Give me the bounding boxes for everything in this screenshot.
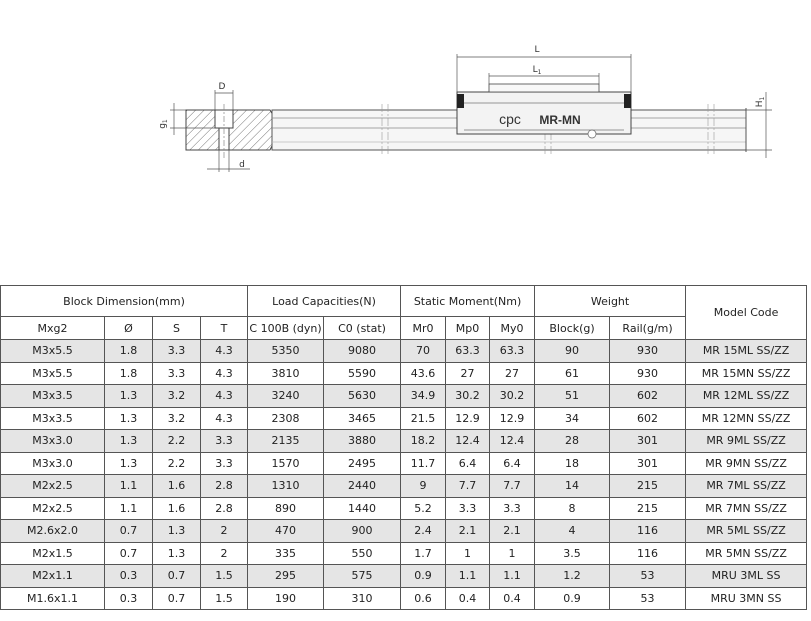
cell-t: 2.8 — [201, 475, 248, 498]
cell-mpo: 12.9 — [446, 407, 490, 430]
cell-c100b: 470 — [248, 520, 324, 543]
dimension-d — [207, 150, 250, 172]
cell-t: 3.3 — [201, 452, 248, 475]
cell-block-weight: 14 — [535, 475, 610, 498]
cell-rail-weight: 602 — [610, 407, 686, 430]
cell-model-code: MR 15MN SS/ZZ — [686, 362, 807, 385]
cell-diameter: 1.8 — [105, 340, 153, 363]
cell-diameter: 1.3 — [105, 407, 153, 430]
cell-mxg2: M3x3.0 — [1, 452, 105, 475]
cell-block-weight: 51 — [535, 385, 610, 408]
guide-block — [457, 84, 631, 138]
cell-s: 3.3 — [153, 362, 201, 385]
cell-block-weight: 18 — [535, 452, 610, 475]
cell-t: 3.3 — [201, 430, 248, 453]
cell-diameter: 0.7 — [105, 542, 153, 565]
rail-cross-section — [186, 104, 276, 160]
cell-t: 4.3 — [201, 340, 248, 363]
cell-model-code: MR 15ML SS/ZZ — [686, 340, 807, 363]
cell-mro: 34.9 — [401, 385, 446, 408]
label-g1-sub: 1 — [162, 119, 169, 124]
cell-s: 3.3 — [153, 340, 201, 363]
cell-myo: 7.7 — [490, 475, 535, 498]
cell-mpo: 1.1 — [446, 565, 490, 588]
cell-t: 2.8 — [201, 497, 248, 520]
cell-model-code: MR 12ML SS/ZZ — [686, 385, 807, 408]
cell-s: 1.3 — [153, 542, 201, 565]
cell-diameter: 1.1 — [105, 497, 153, 520]
cell-model-code: MR 9MN SS/ZZ — [686, 452, 807, 475]
cell-myo: 63.3 — [490, 340, 535, 363]
cell-mpo: 0.4 — [446, 587, 490, 610]
cell-rail-weight: 53 — [610, 587, 686, 610]
svg-text:g1 — [158, 119, 169, 129]
cell-t: 4.3 — [201, 385, 248, 408]
cell-rail-weight: 116 — [610, 520, 686, 543]
cell-myo: 1.1 — [490, 565, 535, 588]
cell-c0: 2495 — [324, 452, 401, 475]
table-row — [1, 542, 807, 565]
table-row — [1, 475, 807, 498]
cell-mpo: 6.4 — [446, 452, 490, 475]
table-row — [1, 565, 807, 588]
label-H1-sub: 1 — [759, 96, 766, 101]
cell-c0: 575 — [324, 565, 401, 588]
label-H1: H — [755, 100, 765, 108]
cell-myo: 0.4 — [490, 587, 535, 610]
cell-mxg2: M3x3.0 — [1, 430, 105, 453]
label-D: D — [218, 82, 226, 92]
header-static-moment: Static Moment(Nm) — [401, 286, 535, 317]
cell-mxg2: M3x3.5 — [1, 385, 105, 408]
header-mro: Mr0 — [401, 317, 446, 340]
header-diameter: Ø — [105, 317, 153, 340]
cell-mxg2: M3x5.5 — [1, 340, 105, 363]
cell-mro: 11.7 — [401, 452, 446, 475]
cell-c0: 9080 — [324, 340, 401, 363]
cell-mro: 0.6 — [401, 587, 446, 610]
cell-s: 0.7 — [153, 565, 201, 588]
cell-model-code: MR 5MN SS/ZZ — [686, 542, 807, 565]
header-mpo: Mp0 — [446, 317, 490, 340]
header-c0: C0 (stat) — [324, 317, 401, 340]
cell-myo: 3.3 — [490, 497, 535, 520]
cell-t: 2 — [201, 520, 248, 543]
cell-rail-weight: 53 — [610, 565, 686, 588]
cell-myo: 6.4 — [490, 452, 535, 475]
cell-rail-weight: 116 — [610, 542, 686, 565]
header-weight: Weight — [535, 286, 686, 317]
cell-mro: 70 — [401, 340, 446, 363]
header-c100b: C 100B (dyn) — [248, 317, 324, 340]
cell-block-weight: 8 — [535, 497, 610, 520]
cell-c100b: 190 — [248, 587, 324, 610]
cell-rail-weight: 602 — [610, 385, 686, 408]
cell-diameter: 1.8 — [105, 362, 153, 385]
cell-myo: 30.2 — [490, 385, 535, 408]
cell-model-code: MRU 3MN SS — [686, 587, 807, 610]
cell-mro: 21.5 — [401, 407, 446, 430]
cell-c0: 3465 — [324, 407, 401, 430]
header-myo: My0 — [490, 317, 535, 340]
cell-c100b: 2135 — [248, 430, 324, 453]
cell-c100b: 5350 — [248, 340, 324, 363]
header-load-capacities: Load Capacities(N) — [248, 286, 401, 317]
cell-s: 1.3 — [153, 520, 201, 543]
cell-mxg2: M2x2.5 — [1, 497, 105, 520]
cell-myo: 12.4 — [490, 430, 535, 453]
cell-model-code: MR 9ML SS/ZZ — [686, 430, 807, 453]
table-row — [1, 430, 807, 453]
table-row — [1, 407, 807, 430]
cell-diameter: 0.3 — [105, 587, 153, 610]
cell-block-weight: 61 — [535, 362, 610, 385]
cell-mpo: 27 — [446, 362, 490, 385]
cell-t: 4.3 — [201, 362, 248, 385]
cell-t: 2 — [201, 542, 248, 565]
cell-c0: 5590 — [324, 362, 401, 385]
table-row — [1, 362, 807, 385]
cell-mxg2: M2x1.5 — [1, 542, 105, 565]
cell-mro: 1.7 — [401, 542, 446, 565]
cell-myo: 12.9 — [490, 407, 535, 430]
cell-mpo: 63.3 — [446, 340, 490, 363]
cell-model-code: MR 7MN SS/ZZ — [686, 497, 807, 520]
cell-mxg2: M2x1.1 — [1, 565, 105, 588]
label-L: L — [534, 45, 540, 55]
cell-t: 4.3 — [201, 407, 248, 430]
cell-c100b: 1570 — [248, 452, 324, 475]
cell-diameter: 1.3 — [105, 385, 153, 408]
cell-c0: 550 — [324, 542, 401, 565]
cell-model-code: MRU 3ML SS — [686, 565, 807, 588]
cell-mxg2: M1.6x1.1 — [1, 587, 105, 610]
cell-block-weight: 90 — [535, 340, 610, 363]
cell-mpo: 2.1 — [446, 520, 490, 543]
cell-s: 1.6 — [153, 497, 201, 520]
cell-t: 1.5 — [201, 587, 248, 610]
table-row — [1, 452, 807, 475]
cell-model-code: MR 12MN SS/ZZ — [686, 407, 807, 430]
cell-mro: 43.6 — [401, 362, 446, 385]
cell-rail-weight: 301 — [610, 452, 686, 475]
table-group-header-row — [1, 286, 807, 317]
header-block-weight: Block(g) — [535, 317, 610, 340]
cell-mxg2: M2x2.5 — [1, 475, 105, 498]
table-row — [1, 385, 807, 408]
cell-model-code: MR 5ML SS/ZZ — [686, 520, 807, 543]
cell-mxg2: M2.6x2.0 — [1, 520, 105, 543]
header-mxg2: Mxg2 — [1, 317, 105, 340]
svg-text:L1 — [533, 65, 542, 76]
cell-c100b: 890 — [248, 497, 324, 520]
cell-mxg2: M3x3.5 — [1, 407, 105, 430]
cell-mpo: 1 — [446, 542, 490, 565]
cell-block-weight: 0.9 — [535, 587, 610, 610]
cell-mro: 18.2 — [401, 430, 446, 453]
cell-block-weight: 28 — [535, 430, 610, 453]
header-model-code: Model Code — [686, 286, 807, 340]
cell-c100b: 3810 — [248, 362, 324, 385]
table-row — [1, 340, 807, 363]
cell-c100b: 3240 — [248, 385, 324, 408]
cell-c100b: 1310 — [248, 475, 324, 498]
cell-mro: 5.2 — [401, 497, 446, 520]
table-body — [1, 340, 807, 610]
cell-mpo: 3.3 — [446, 497, 490, 520]
cell-s: 1.6 — [153, 475, 201, 498]
dimension-H1 — [746, 92, 772, 158]
header-s: S — [153, 317, 201, 340]
cell-mpo: 7.7 — [446, 475, 490, 498]
cell-mxg2: M3x5.5 — [1, 362, 105, 385]
cell-rail-weight: 215 — [610, 497, 686, 520]
cell-mro: 9 — [401, 475, 446, 498]
cell-c0: 3880 — [324, 430, 401, 453]
cell-diameter: 0.3 — [105, 565, 153, 588]
cell-diameter: 1.3 — [105, 452, 153, 475]
cell-rail-weight: 930 — [610, 362, 686, 385]
block-model: MR-MN — [539, 113, 581, 127]
cell-c0: 310 — [324, 587, 401, 610]
cell-mpo: 30.2 — [446, 385, 490, 408]
label-d: d — [239, 160, 245, 170]
cell-block-weight: 34 — [535, 407, 610, 430]
table-row — [1, 497, 807, 520]
cell-diameter: 1.3 — [105, 430, 153, 453]
cell-block-weight: 1.2 — [535, 565, 610, 588]
cell-mro: 2.4 — [401, 520, 446, 543]
cell-c0: 2440 — [324, 475, 401, 498]
cell-diameter: 0.7 — [105, 520, 153, 543]
cell-s: 2.2 — [153, 452, 201, 475]
cell-c100b: 295 — [248, 565, 324, 588]
cell-t: 1.5 — [201, 565, 248, 588]
cell-rail-weight: 215 — [610, 475, 686, 498]
cell-myo: 1 — [490, 542, 535, 565]
table-row — [1, 520, 807, 543]
cell-s: 3.2 — [153, 407, 201, 430]
specification-table — [0, 285, 807, 610]
header-t: T — [201, 317, 248, 340]
cell-block-weight: 4 — [535, 520, 610, 543]
dimension-L1 — [489, 65, 599, 84]
cell-rail-weight: 301 — [610, 430, 686, 453]
label-g1: g — [158, 123, 168, 129]
label-L1-sub: 1 — [537, 69, 542, 76]
svg-text:H1 — [755, 97, 766, 108]
cell-c100b: 335 — [248, 542, 324, 565]
header-rail-weight: Rail(g/m) — [610, 317, 686, 340]
block-brand: cpc — [499, 111, 521, 127]
cell-mpo: 12.4 — [446, 430, 490, 453]
cell-mro: 0.9 — [401, 565, 446, 588]
cell-c0: 5630 — [324, 385, 401, 408]
cell-c0: 900 — [324, 520, 401, 543]
cell-rail-weight: 930 — [610, 340, 686, 363]
table-row — [1, 587, 807, 610]
cell-myo: 2.1 — [490, 520, 535, 543]
cell-diameter: 1.1 — [105, 475, 153, 498]
cell-myo: 27 — [490, 362, 535, 385]
header-block-dimension: Block Dimension(mm) — [1, 286, 248, 317]
cell-c0: 1440 — [324, 497, 401, 520]
technical-drawing — [0, 0, 811, 285]
cell-s: 0.7 — [153, 587, 201, 610]
cell-s: 2.2 — [153, 430, 201, 453]
cell-c100b: 2308 — [248, 407, 324, 430]
cell-block-weight: 3.5 — [535, 542, 610, 565]
label-L1: L — [532, 65, 538, 75]
cell-s: 3.2 — [153, 385, 201, 408]
cell-model-code: MR 7ML SS/ZZ — [686, 475, 807, 498]
